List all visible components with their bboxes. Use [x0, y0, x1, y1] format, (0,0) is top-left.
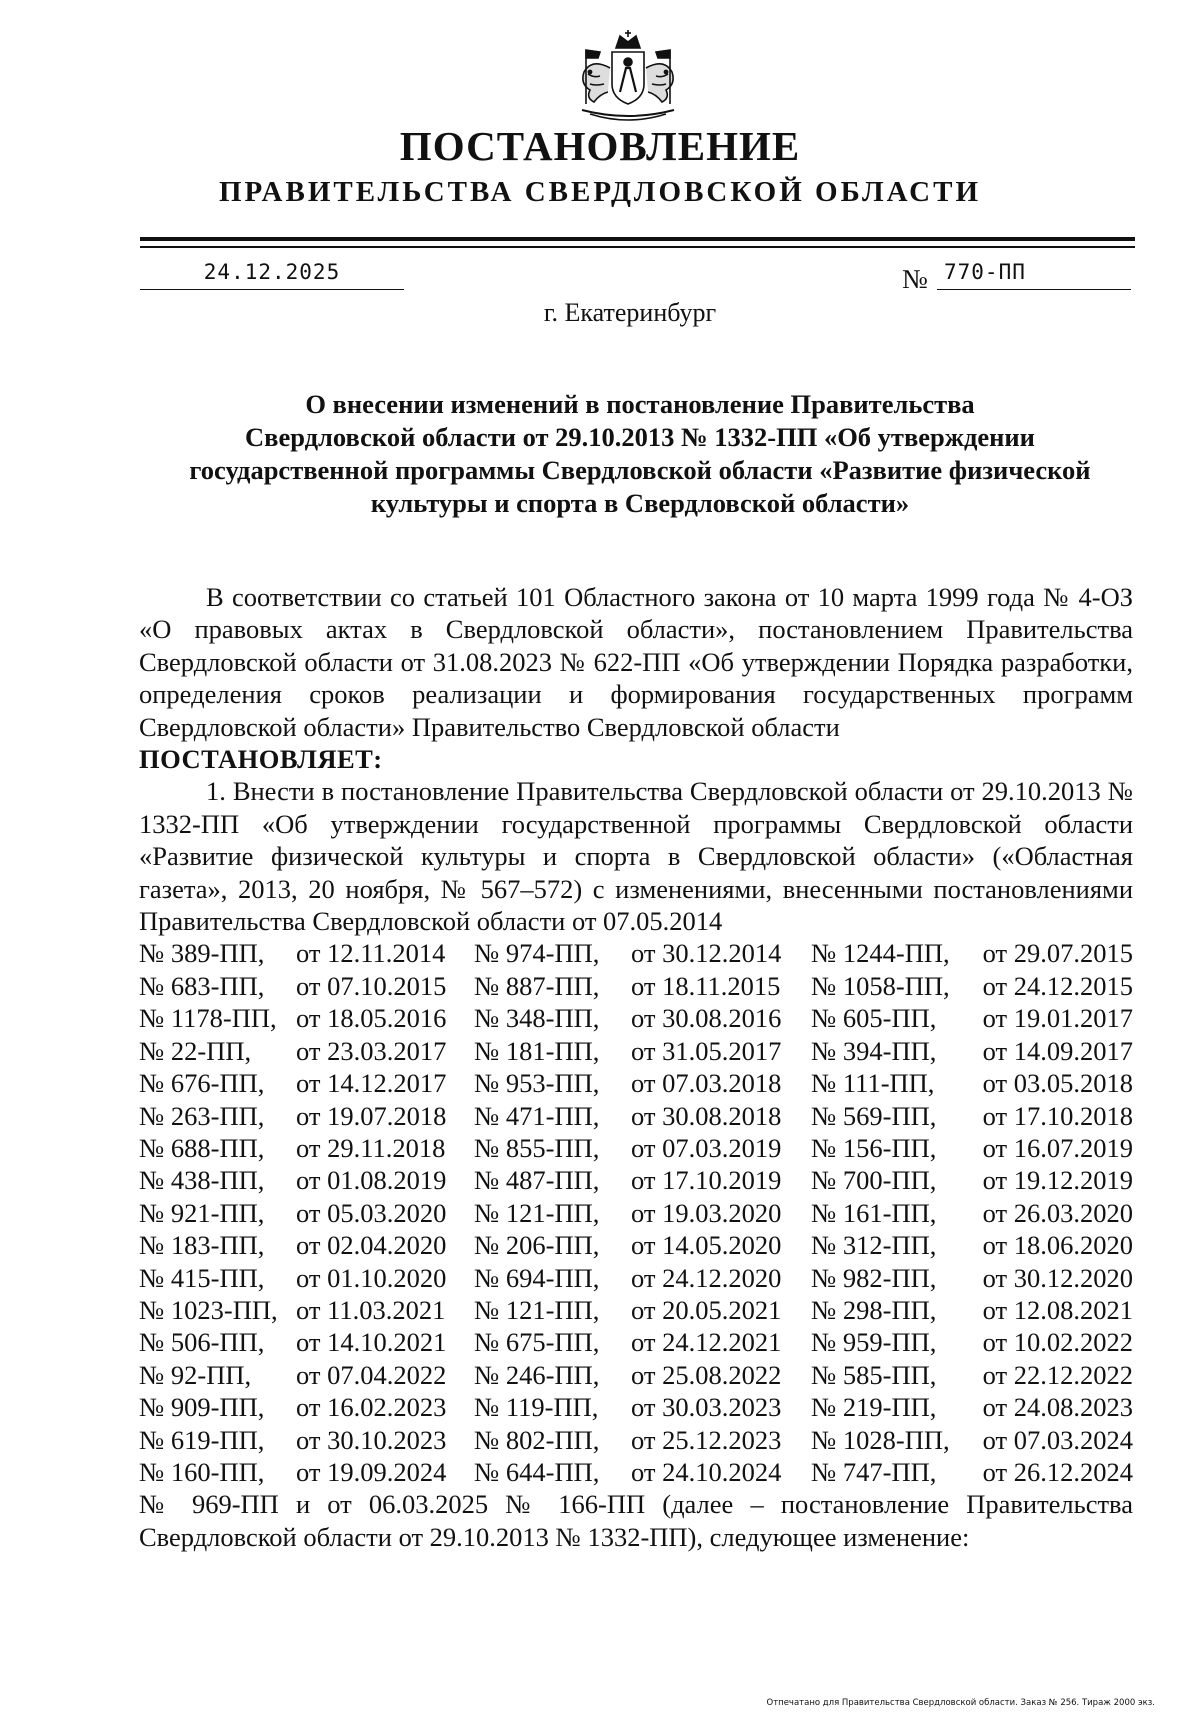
document-date: 24.12.2025 [203, 260, 341, 284]
amendment-number: № 909-ПП, [139, 1392, 265, 1423]
amendment-date: от 24.12.2020 [631, 1262, 782, 1293]
amendment-number: № 887-ПП, [474, 970, 600, 1001]
amendment-number: № 389-ПП, [139, 938, 265, 969]
coat-of-arms-icon [570, 28, 686, 128]
amendment-number: № 121-ПП, [474, 1197, 600, 1228]
amendment-number: № 700-ПП, [811, 1165, 937, 1196]
amendment-date: от 30.03.2023 [631, 1392, 782, 1423]
number-sign: № [902, 264, 928, 294]
amendment-date: от 16.02.2023 [296, 1392, 447, 1423]
document-subtitle: ПРАВИТЕЛЬСТВА СВЕРДЛОВСКОЙ ОБЛАСТИ [218, 176, 982, 208]
amendment-date: от 30.12.2020 [982, 1262, 1133, 1293]
amendment-date: от 30.08.2018 [631, 1100, 782, 1131]
amendment-number: № 394-ПП, [811, 1035, 937, 1066]
amendment-date: от 07.03.2019 [631, 1132, 782, 1163]
amendment-date: от 26.12.2024 [982, 1456, 1133, 1487]
amendment-number: № 959-ПП, [811, 1327, 937, 1358]
amendment-date: от 01.08.2019 [296, 1165, 447, 1196]
preamble-paragraph: В соответствии со статьей 101 Областного закона от 10 марта 1999 года № 4-ОЗ «О правовых актах в Свердловской области», постановлением Правительства Свердловской области от 31.08.2023 № 622-ПП «Об утверждении Порядка разработки, определения сроков реализации и формирования государственных программ Свердловской области» Правительство Свердловской области [139, 582, 1133, 742]
amendment-number: № 855-ПП, [474, 1132, 600, 1163]
amendment-number: № 605-ПП, [811, 1003, 937, 1034]
amendment-date: от 30.08.2016 [631, 1003, 782, 1034]
amendment-date: от 19.07.2018 [296, 1100, 447, 1131]
amendment-number: № 1023-ПП, [139, 1294, 278, 1325]
document-city: г. Екатеринбург [543, 298, 717, 327]
amendment-number: № 92-ПП, [139, 1359, 252, 1390]
amendment-date: от 24.08.2023 [982, 1392, 1133, 1423]
number-underline [937, 289, 1131, 290]
amendment-number: № 206-ПП, [474, 1230, 600, 1261]
amendments-list [139, 937, 1133, 1488]
amendment-number: № 688-ПП, [139, 1132, 265, 1163]
amendment-date: от 05.03.2020 [296, 1197, 447, 1228]
amendment-date: от 26.03.2020 [982, 1197, 1133, 1228]
header-divider-thick [140, 237, 1135, 241]
amendment-date: от 22.12.2022 [982, 1359, 1133, 1390]
amendment-number: № 1178-ПП, [139, 1003, 277, 1034]
amendment-number: № 619-ПП, [139, 1424, 265, 1455]
amendment-date: от 14.12.2017 [296, 1068, 447, 1099]
amendment-date: от 07.10.2015 [296, 970, 447, 1001]
amendment-date: от 17.10.2019 [631, 1165, 782, 1196]
amendment-date: от 02.04.2020 [296, 1230, 447, 1261]
amendment-date: от 14.09.2017 [982, 1035, 1133, 1066]
amendment-date: от 01.10.2020 [296, 1262, 447, 1293]
amendment-date: от 25.08.2022 [631, 1359, 782, 1390]
amendment-number: № 802-ПП, [474, 1424, 600, 1455]
amendment-number: № 183-ПП, [139, 1230, 265, 1261]
amendment-date: от 23.03.2017 [296, 1035, 447, 1066]
item-1-intro: 1. Внести в постановление Правительства Свердловской области от 29.10.2013 № 1332-ПП «Об утверждении государственной программы Свердловской области «Развитие физической культуры и спорта в Свердловской области» («Областная газета», 2013, 20 ноября, № 567–572) с изменениями, внесенными постановлениями Правительства Свердловской области от 07.05.2014 [139, 776, 1133, 937]
amendment-number: № 298-ПП, [811, 1294, 937, 1325]
amendment-date: от 11.03.2021 [296, 1294, 446, 1325]
amendment-number: № 683-ПП, [139, 970, 265, 1001]
amendment-number: № 644-ПП, [474, 1456, 600, 1487]
amendment-date: от 18.11.2015 [631, 970, 781, 1001]
print-note: Отпечатано для Правительства Свердловской области. Заказ № 256. Тираж 2000 экз. [766, 1698, 1155, 1708]
amendment-number: № 22-ПП, [139, 1035, 252, 1066]
amendment-number: № 312-ПП, [811, 1230, 937, 1261]
amendment-date: от 07.04.2022 [296, 1359, 447, 1390]
amendment-number: № 415-ПП, [139, 1262, 265, 1293]
resolves-heading: ПОСТАНОВЛЯЕТ: [139, 744, 383, 775]
amendment-date: от 16.07.2019 [982, 1132, 1133, 1163]
amendment-number: № 181-ПП, [474, 1035, 600, 1066]
amendment-date: от 24.12.2015 [982, 970, 1133, 1001]
amendment-date: от 30.12.2014 [631, 938, 782, 969]
amendment-number: № 219-ПП, [811, 1392, 937, 1423]
amendment-date: от 29.07.2015 [982, 938, 1133, 969]
amendment-date: от 10.02.2022 [982, 1327, 1133, 1358]
amendment-date: от 19.12.2019 [982, 1165, 1133, 1196]
subject-line: государственной программы Свердловской области «Развитие физической [189, 455, 1091, 485]
document-number: 770-ПП [944, 260, 1026, 284]
amendment-date: от 07.03.2024 [982, 1424, 1133, 1455]
amendment-date: от 24.10.2024 [631, 1456, 782, 1487]
amendment-date: от 20.05.2021 [631, 1294, 782, 1325]
amendment-date: от 18.06.2020 [982, 1230, 1133, 1261]
amendment-number: № 953-ПП, [474, 1068, 600, 1099]
amendment-number: № 160-ПП, [139, 1456, 265, 1487]
amendment-date: от 29.11.2018 [296, 1132, 446, 1163]
amendment-number: № 982-ПП, [811, 1262, 937, 1293]
amendment-date: от 07.03.2018 [631, 1068, 782, 1099]
amendment-date: от 19.09.2024 [296, 1456, 447, 1487]
amendment-date: от 19.03.2020 [631, 1197, 782, 1228]
amendment-number: № 747-ПП, [811, 1456, 937, 1487]
amendment-number: № 119-ПП, [474, 1392, 599, 1423]
amendment-number: № 161-ПП, [811, 1197, 937, 1228]
amendment-number: № 263-ПП, [139, 1100, 265, 1131]
amendment-date: от 17.10.2018 [982, 1100, 1133, 1131]
amendment-number: № 1058-ПП, [811, 970, 950, 1001]
document-body [139, 581, 1133, 1553]
amendment-number: № 111-ПП, [811, 1068, 935, 1099]
amendment-number: № 506-ПП, [139, 1327, 265, 1358]
amendment-number: № 487-ПП, [474, 1165, 600, 1196]
amendment-number: № 121-ПП, [474, 1294, 600, 1325]
amendment-date: от 14.05.2020 [631, 1230, 782, 1261]
amendment-number: № 348-ПП, [474, 1003, 600, 1034]
amendment-number: № 1244-ПП, [811, 938, 950, 969]
amendment-number: № 675-ПП, [474, 1327, 600, 1358]
document-title: ПОСТАНОВЛЕНИЕ [399, 123, 801, 169]
document-subject [150, 388, 1130, 520]
amendment-number: № 438-ПП, [139, 1165, 265, 1196]
item-1-tail: № 969-ПП и от 06.03.2025 № 166-ПП (далее – постановление Правительства Свердловской области от 29.10.2013 № 1332-ПП), следующее изменение: [139, 1489, 1133, 1552]
amendment-number: № 471-ПП, [474, 1100, 600, 1131]
amendment-date: от 31.05.2017 [631, 1035, 782, 1066]
amendment-number: № 246-ПП, [474, 1359, 600, 1390]
amendment-date: от 24.12.2021 [631, 1327, 782, 1358]
amendment-date: от 12.11.2014 [296, 938, 446, 969]
amendment-number: № 921-ПП, [139, 1197, 265, 1228]
amendment-date: от 18.05.2016 [296, 1003, 447, 1034]
amendment-number: № 676-ПП, [139, 1068, 265, 1099]
amendment-number: № 585-ПП, [811, 1359, 937, 1390]
date-underline [140, 289, 404, 290]
subject-line: О внесении изменений в постановление Правительства [305, 389, 975, 419]
amendment-number: № 974-ПП, [474, 938, 600, 969]
amendment-number: № 1028-ПП, [811, 1424, 950, 1455]
amendment-date: от 14.10.2021 [296, 1327, 447, 1358]
subject-line: культуры и спорта в Свердловской области» [370, 488, 910, 518]
subject-line: Свердловской области от 29.10.2013 № 1332-ПП «Об утверждении [245, 422, 1035, 452]
amendment-date: от 19.01.2017 [982, 1003, 1133, 1034]
amendment-date: от 12.08.2021 [982, 1294, 1133, 1325]
amendment-date: от 25.12.2023 [631, 1424, 782, 1455]
amendment-number: № 569-ПП, [811, 1100, 937, 1131]
amendment-number: № 156-ПП, [811, 1132, 937, 1163]
header-divider-thin [140, 246, 1135, 248]
amendment-date: от 03.05.2018 [982, 1068, 1133, 1099]
amendment-number: № 694-ПП, [474, 1262, 600, 1293]
amendment-date: от 30.10.2023 [296, 1424, 447, 1455]
